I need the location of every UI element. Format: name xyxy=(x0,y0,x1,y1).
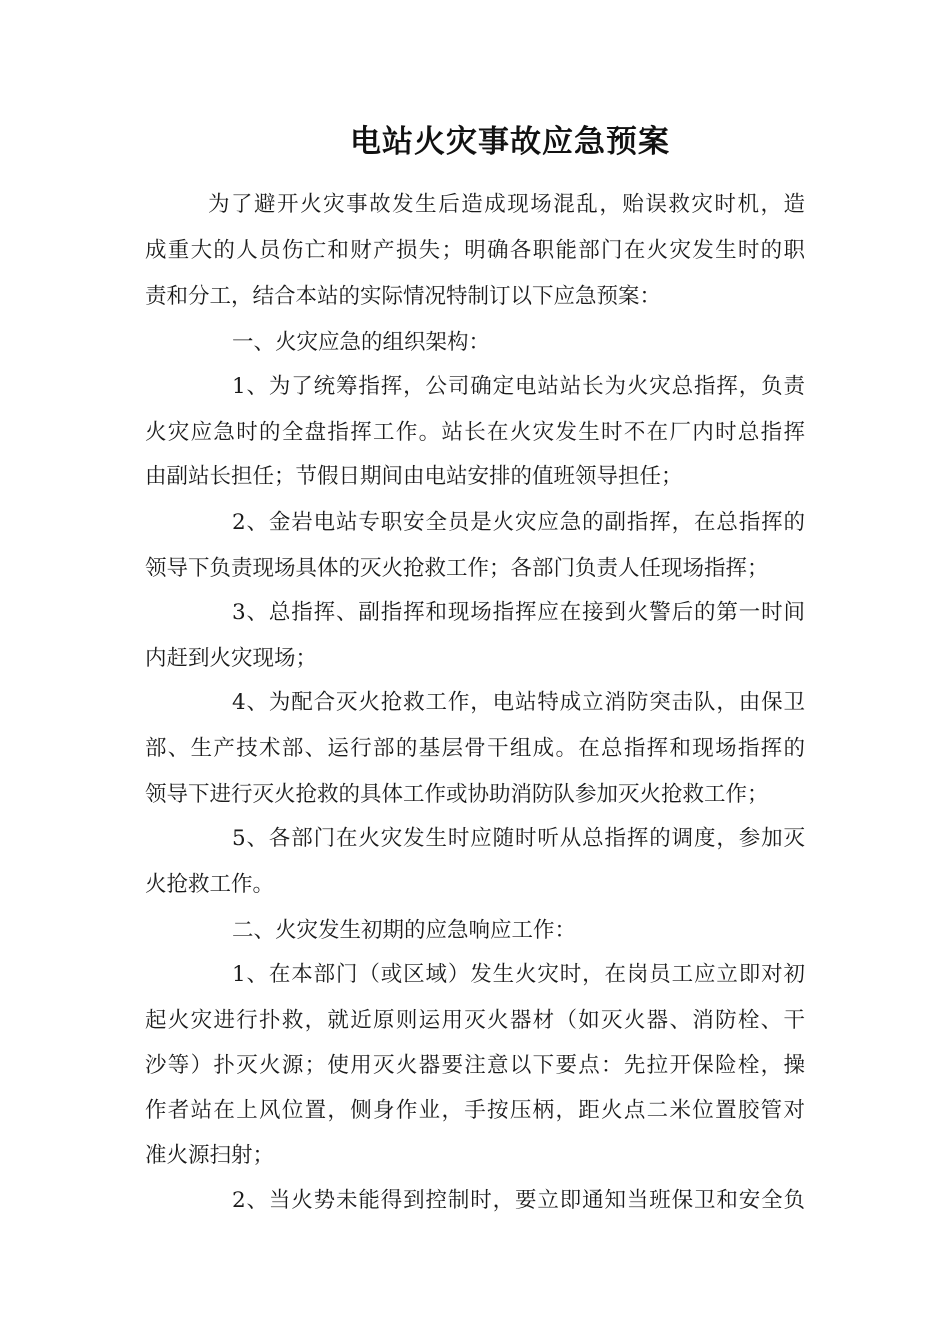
paragraph-line: 3、总指挥、副指挥和现场指挥应在接到火警后的第一时间 xyxy=(232,600,805,625)
paragraph-line: 1、为了统筹指挥，公司确定电站站长为火灾总指挥，负责 xyxy=(232,374,805,399)
paragraph-line: 准火源扫射； xyxy=(145,1143,275,1168)
paragraph-line: 领导下进行灭火抢救的具体工作或协助消防队参加灭火抢救工作； xyxy=(145,782,769,807)
paragraph-line: 2、当火势未能得到控制时，要立即通知当班保卫和安全负 xyxy=(232,1188,805,1213)
paragraph-line: 为了避开火灾事故发生后造成现场混乱，贻误救灾时机，造 xyxy=(208,192,805,217)
paragraph-line: 成重大的人员伤亡和财产损失；明确各职能部门在火灾发生时的职 xyxy=(145,238,805,263)
paragraph-line: 4、为配合灭火抢救工作，电站特成立消防突击队，由保卫 xyxy=(232,690,805,715)
paragraph-line: 由副站长担任；节假日期间由电站安排的值班领导担任； xyxy=(145,464,683,489)
paragraph-line: 起火灾进行扑救，就近原则运用灭火器材（如灭火器、消防栓、干 xyxy=(145,1008,805,1033)
section-heading: 二、火灾发生初期的应急响应工作： xyxy=(232,918,577,943)
paragraph-line: 5、各部门在火灾发生时应随时听从总指挥的调度，参加灭 xyxy=(232,826,805,851)
paragraph-line: 火抢救工作。 xyxy=(145,872,275,897)
paragraph-line: 1、在本部门（或区域）发生火灾时，在岗员工应立即对初 xyxy=(232,962,805,987)
paragraph-line: 领导下负责现场具体的灭火抢救工作；各部门负责人任现场指挥； xyxy=(145,556,769,581)
paragraph-line: 2、金岩电站专职安全员是火灾应急的副指挥，在总指挥的 xyxy=(232,510,805,535)
paragraph-line: 作者站在上风位置，侧身作业，手按压柄，距火点二米位置胶管对 xyxy=(145,1098,805,1123)
paragraph-line: 沙等）扑灭火源；使用灭火器要注意以下要点：先拉开保险栓，操 xyxy=(145,1053,805,1078)
paragraph-line: 责和分工，结合本站的实际情况特制订以下应急预案： xyxy=(145,284,662,309)
section-heading: 一、火灾应急的组织架构： xyxy=(232,330,491,355)
paragraph-line: 部、生产技术部、运行部的基层骨干组成。在总指挥和现场指挥的 xyxy=(145,736,805,761)
paragraph-line: 火灾应急时的全盘指挥工作。站长在火灾发生时不在厂内时总指挥 xyxy=(145,420,805,445)
document-title: 电站火灾事故应急预案 xyxy=(350,124,670,160)
paragraph-line: 内赶到火灾现场； xyxy=(145,646,318,671)
